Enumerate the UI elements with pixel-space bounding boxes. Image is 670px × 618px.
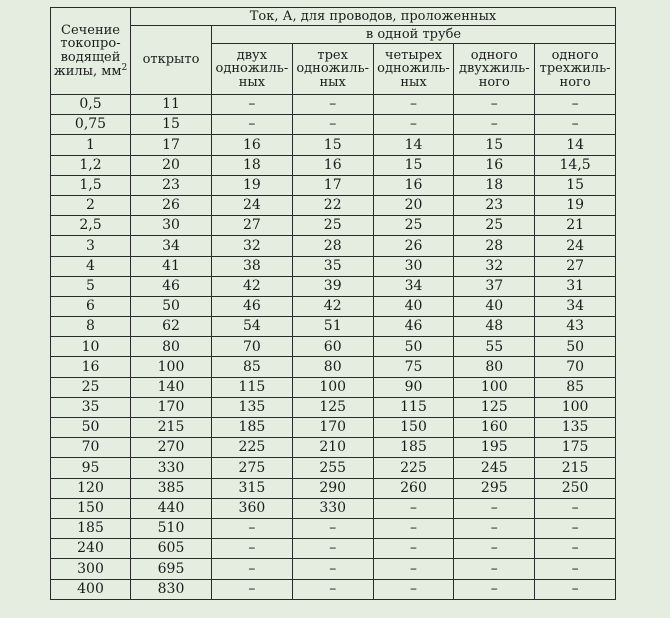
- section-cell: 35: [51, 397, 131, 417]
- pipe-value-cell: 15: [373, 155, 454, 175]
- section-cell: 5: [51, 276, 131, 296]
- pipe-value-cell: –: [292, 518, 373, 538]
- section-cell: 400: [51, 579, 131, 599]
- open-value-cell: 17: [131, 135, 212, 155]
- table-row: [51, 95, 616, 115]
- pipe-value-cell: 28: [454, 236, 535, 256]
- section-cell: 0,75: [51, 115, 131, 135]
- pipe-value-cell: 360: [212, 498, 293, 518]
- pipe-value-cell: –: [454, 95, 535, 115]
- pipe-value-cell: –: [535, 498, 616, 518]
- pipe-value-cell: 290: [292, 478, 373, 498]
- open-value-cell: 385: [131, 478, 212, 498]
- pipe-value-cell: –: [535, 579, 616, 599]
- table-row: [51, 397, 616, 417]
- pipe-value-cell: 15: [535, 175, 616, 195]
- sub-header-two-single: двух одножиль-ных: [212, 44, 293, 95]
- pipe-value-cell: 170: [292, 418, 373, 438]
- pipe-value-cell: 25: [292, 216, 373, 236]
- pipe-value-cell: 60: [292, 337, 373, 357]
- pipe-value-cell: 210: [292, 438, 373, 458]
- section-cell: 1: [51, 135, 131, 155]
- pipe-value-cell: 160: [454, 418, 535, 438]
- pipe-value-cell: 50: [373, 337, 454, 357]
- open-value-cell: 20: [131, 155, 212, 175]
- open-value-cell: 80: [131, 337, 212, 357]
- pipe-value-cell: 14: [373, 135, 454, 155]
- table-row: [51, 155, 616, 175]
- pipe-value-cell: –: [373, 95, 454, 115]
- pipe-value-cell: –: [535, 115, 616, 135]
- pipe-value-cell: 215: [535, 458, 616, 478]
- pipe-value-cell: 31: [535, 276, 616, 296]
- open-value-cell: 11: [131, 95, 212, 115]
- table-row: [51, 579, 616, 599]
- pipe-value-cell: –: [535, 559, 616, 579]
- open-value-cell: 30: [131, 216, 212, 236]
- pipe-value-cell: 100: [535, 397, 616, 417]
- pipe-value-cell: 135: [535, 418, 616, 438]
- section-cell: 300: [51, 559, 131, 579]
- section-cell: 70: [51, 438, 131, 458]
- section-cell: 240: [51, 539, 131, 559]
- pipe-value-cell: 315: [212, 478, 293, 498]
- pipe-value-cell: 70: [212, 337, 293, 357]
- pipe-value-cell: –: [535, 518, 616, 538]
- pipe-value-cell: –: [373, 498, 454, 518]
- table-row: [51, 438, 616, 458]
- pipe-value-cell: 17: [292, 175, 373, 195]
- pipe-value-cell: –: [373, 539, 454, 559]
- pipe-value-cell: –: [454, 559, 535, 579]
- pipe-value-cell: –: [454, 518, 535, 538]
- table-row: [51, 559, 616, 579]
- table-row: [51, 377, 616, 397]
- pipe-value-cell: 39: [292, 276, 373, 296]
- section-cell: 4: [51, 256, 131, 276]
- pipe-value-cell: 16: [454, 155, 535, 175]
- pipe-value-cell: –: [292, 115, 373, 135]
- pipe-value-cell: 30: [373, 256, 454, 276]
- pipe-value-cell: 255: [292, 458, 373, 478]
- table-row: [51, 195, 616, 215]
- table-row: [51, 317, 616, 337]
- pipe-value-cell: 55: [454, 337, 535, 357]
- pipe-value-cell: –: [212, 115, 293, 135]
- open-value-cell: 23: [131, 175, 212, 195]
- pipe-value-cell: –: [454, 498, 535, 518]
- pipe-value-cell: 16: [373, 175, 454, 195]
- table-row: [51, 296, 616, 316]
- pipe-value-cell: 100: [454, 377, 535, 397]
- section-cell: 2,5: [51, 216, 131, 236]
- section-cell: 1,5: [51, 175, 131, 195]
- open-value-cell: 605: [131, 539, 212, 559]
- pipe-value-cell: 18: [454, 175, 535, 195]
- pipe-value-cell: 51: [292, 317, 373, 337]
- pipe-value-cell: 150: [373, 418, 454, 438]
- pipe-value-cell: 100: [292, 377, 373, 397]
- pipe-value-cell: 32: [212, 236, 293, 256]
- pipe-value-cell: 75: [373, 357, 454, 377]
- open-value-cell: 15: [131, 115, 212, 135]
- pipe-value-cell: 18: [212, 155, 293, 175]
- pipe-value-cell: 35: [292, 256, 373, 276]
- pipe-value-cell: 19: [535, 195, 616, 215]
- pipe-value-cell: 20: [373, 195, 454, 215]
- table-row: [51, 175, 616, 195]
- pipe-value-cell: –: [454, 539, 535, 559]
- pipe-value-cell: 24: [212, 195, 293, 215]
- open-value-cell: 50: [131, 296, 212, 316]
- pipe-value-cell: 34: [535, 296, 616, 316]
- pipe-value-cell: 80: [292, 357, 373, 377]
- section-cell: 95: [51, 458, 131, 478]
- section-cell: 0,5: [51, 95, 131, 115]
- table-row: [51, 418, 616, 438]
- pipe-value-cell: –: [292, 579, 373, 599]
- pipe-value-cell: –: [454, 579, 535, 599]
- pipe-value-cell: –: [454, 115, 535, 135]
- open-value-cell: 100: [131, 357, 212, 377]
- section-cell: 50: [51, 418, 131, 438]
- open-header: открыто: [131, 26, 212, 95]
- sub-header-one-two-core: одного двухжиль-ного: [454, 44, 535, 95]
- table-row: [51, 458, 616, 478]
- pipe-value-cell: 245: [454, 458, 535, 478]
- pipe-value-cell: 125: [292, 397, 373, 417]
- pipe-value-cell: 260: [373, 478, 454, 498]
- pipe-value-cell: 225: [212, 438, 293, 458]
- pipe-value-cell: 70: [535, 357, 616, 377]
- open-value-cell: 34: [131, 236, 212, 256]
- pipe-value-cell: 27: [535, 256, 616, 276]
- pipe-value-cell: 50: [535, 337, 616, 357]
- pipe-value-cell: 15: [292, 135, 373, 155]
- pipe-value-cell: 15: [454, 135, 535, 155]
- open-value-cell: 170: [131, 397, 212, 417]
- pipe-value-cell: 85: [212, 357, 293, 377]
- sub-header-one-three-core: одного трехжиль-ного: [535, 44, 616, 95]
- pipe-value-cell: –: [212, 95, 293, 115]
- pipe-header: в одной трубе: [212, 26, 616, 44]
- pipe-value-cell: 80: [454, 357, 535, 377]
- section-cell: 2: [51, 195, 131, 215]
- pipe-value-cell: 185: [373, 438, 454, 458]
- open-value-cell: 330: [131, 458, 212, 478]
- pipe-value-cell: –: [535, 95, 616, 115]
- pipe-value-cell: 48: [454, 317, 535, 337]
- section-cell: 150: [51, 498, 131, 518]
- pipe-value-cell: 28: [292, 236, 373, 256]
- open-value-cell: 215: [131, 418, 212, 438]
- pipe-value-cell: 38: [212, 256, 293, 276]
- pipe-value-cell: 34: [373, 276, 454, 296]
- pipe-value-cell: –: [373, 115, 454, 135]
- table-row: [51, 498, 616, 518]
- pipe-value-cell: 125: [454, 397, 535, 417]
- pipe-value-cell: –: [212, 559, 293, 579]
- table-row: [51, 256, 616, 276]
- pipe-value-cell: 32: [454, 256, 535, 276]
- table-row: [51, 216, 616, 236]
- open-value-cell: 830: [131, 579, 212, 599]
- table-row: [51, 357, 616, 377]
- pipe-value-cell: 295: [454, 478, 535, 498]
- open-value-cell: 695: [131, 559, 212, 579]
- pipe-value-cell: 14: [535, 135, 616, 155]
- pipe-value-cell: –: [212, 539, 293, 559]
- pipe-value-cell: 26: [373, 236, 454, 256]
- pipe-value-cell: 225: [373, 458, 454, 478]
- pipe-value-cell: –: [373, 518, 454, 538]
- pipe-value-cell: 23: [454, 195, 535, 215]
- pipe-value-cell: 16: [292, 155, 373, 175]
- pipe-value-cell: 37: [454, 276, 535, 296]
- section-cell: 10: [51, 337, 131, 357]
- pipe-value-cell: 21: [535, 216, 616, 236]
- table-row: [51, 539, 616, 559]
- pipe-value-cell: 175: [535, 438, 616, 458]
- pipe-value-cell: –: [535, 539, 616, 559]
- pipe-value-cell: 250: [535, 478, 616, 498]
- pipe-value-cell: –: [212, 518, 293, 538]
- pipe-value-cell: 185: [212, 418, 293, 438]
- table-row: [51, 518, 616, 538]
- open-value-cell: 440: [131, 498, 212, 518]
- open-value-cell: 140: [131, 377, 212, 397]
- pipe-value-cell: 115: [373, 397, 454, 417]
- current-header: Ток, А, для проводов, проложенных: [131, 8, 616, 26]
- open-value-cell: 270: [131, 438, 212, 458]
- pipe-value-cell: 25: [373, 216, 454, 236]
- table-row: [51, 337, 616, 357]
- pipe-value-cell: 42: [212, 276, 293, 296]
- pipe-value-cell: 135: [212, 397, 293, 417]
- pipe-value-cell: 195: [454, 438, 535, 458]
- section-cell: 6: [51, 296, 131, 316]
- pipe-value-cell: 42: [292, 296, 373, 316]
- pipe-value-cell: 46: [212, 296, 293, 316]
- table-row: [51, 236, 616, 256]
- pipe-value-cell: 330: [292, 498, 373, 518]
- pipe-value-cell: 275: [212, 458, 293, 478]
- pipe-value-cell: 24: [535, 236, 616, 256]
- pipe-value-cell: –: [373, 559, 454, 579]
- open-value-cell: 26: [131, 195, 212, 215]
- pipe-value-cell: 43: [535, 317, 616, 337]
- pipe-value-cell: –: [373, 579, 454, 599]
- open-value-cell: 46: [131, 276, 212, 296]
- pipe-value-cell: 40: [454, 296, 535, 316]
- section-cell: 1,2: [51, 155, 131, 175]
- section-cell: 16: [51, 357, 131, 377]
- pipe-value-cell: –: [292, 559, 373, 579]
- table-row: [51, 115, 616, 135]
- pipe-value-cell: 14,5: [535, 155, 616, 175]
- pipe-value-cell: –: [212, 579, 293, 599]
- section-cell: 3: [51, 236, 131, 256]
- section-header: Сечение токопро-водящей жилы, $мм^2$: [51, 8, 131, 95]
- pipe-value-cell: 54: [212, 317, 293, 337]
- pipe-value-cell: 115: [212, 377, 293, 397]
- current-table: [50, 7, 616, 600]
- pipe-value-cell: 16: [212, 135, 293, 155]
- pipe-value-cell: –: [292, 539, 373, 559]
- pipe-value-cell: 85: [535, 377, 616, 397]
- open-value-cell: 510: [131, 518, 212, 538]
- pipe-value-cell: 27: [212, 216, 293, 236]
- pipe-value-cell: 19: [212, 175, 293, 195]
- pipe-value-cell: 90: [373, 377, 454, 397]
- pipe-value-cell: –: [292, 95, 373, 115]
- sub-header-three-single: трех одножиль-ных: [292, 44, 373, 95]
- pipe-value-cell: 46: [373, 317, 454, 337]
- section-cell: 120: [51, 478, 131, 498]
- section-cell: 185: [51, 518, 131, 538]
- pipe-value-cell: 25: [454, 216, 535, 236]
- table-row: [51, 135, 616, 155]
- section-cell: 8: [51, 317, 131, 337]
- table-row: [51, 276, 616, 296]
- sub-header-four-single: четырех одножиль-ных: [373, 44, 454, 95]
- section-cell: 25: [51, 377, 131, 397]
- open-value-cell: 62: [131, 317, 212, 337]
- open-value-cell: 41: [131, 256, 212, 276]
- table-row: [51, 478, 616, 498]
- pipe-value-cell: 22: [292, 195, 373, 215]
- pipe-value-cell: 40: [373, 296, 454, 316]
